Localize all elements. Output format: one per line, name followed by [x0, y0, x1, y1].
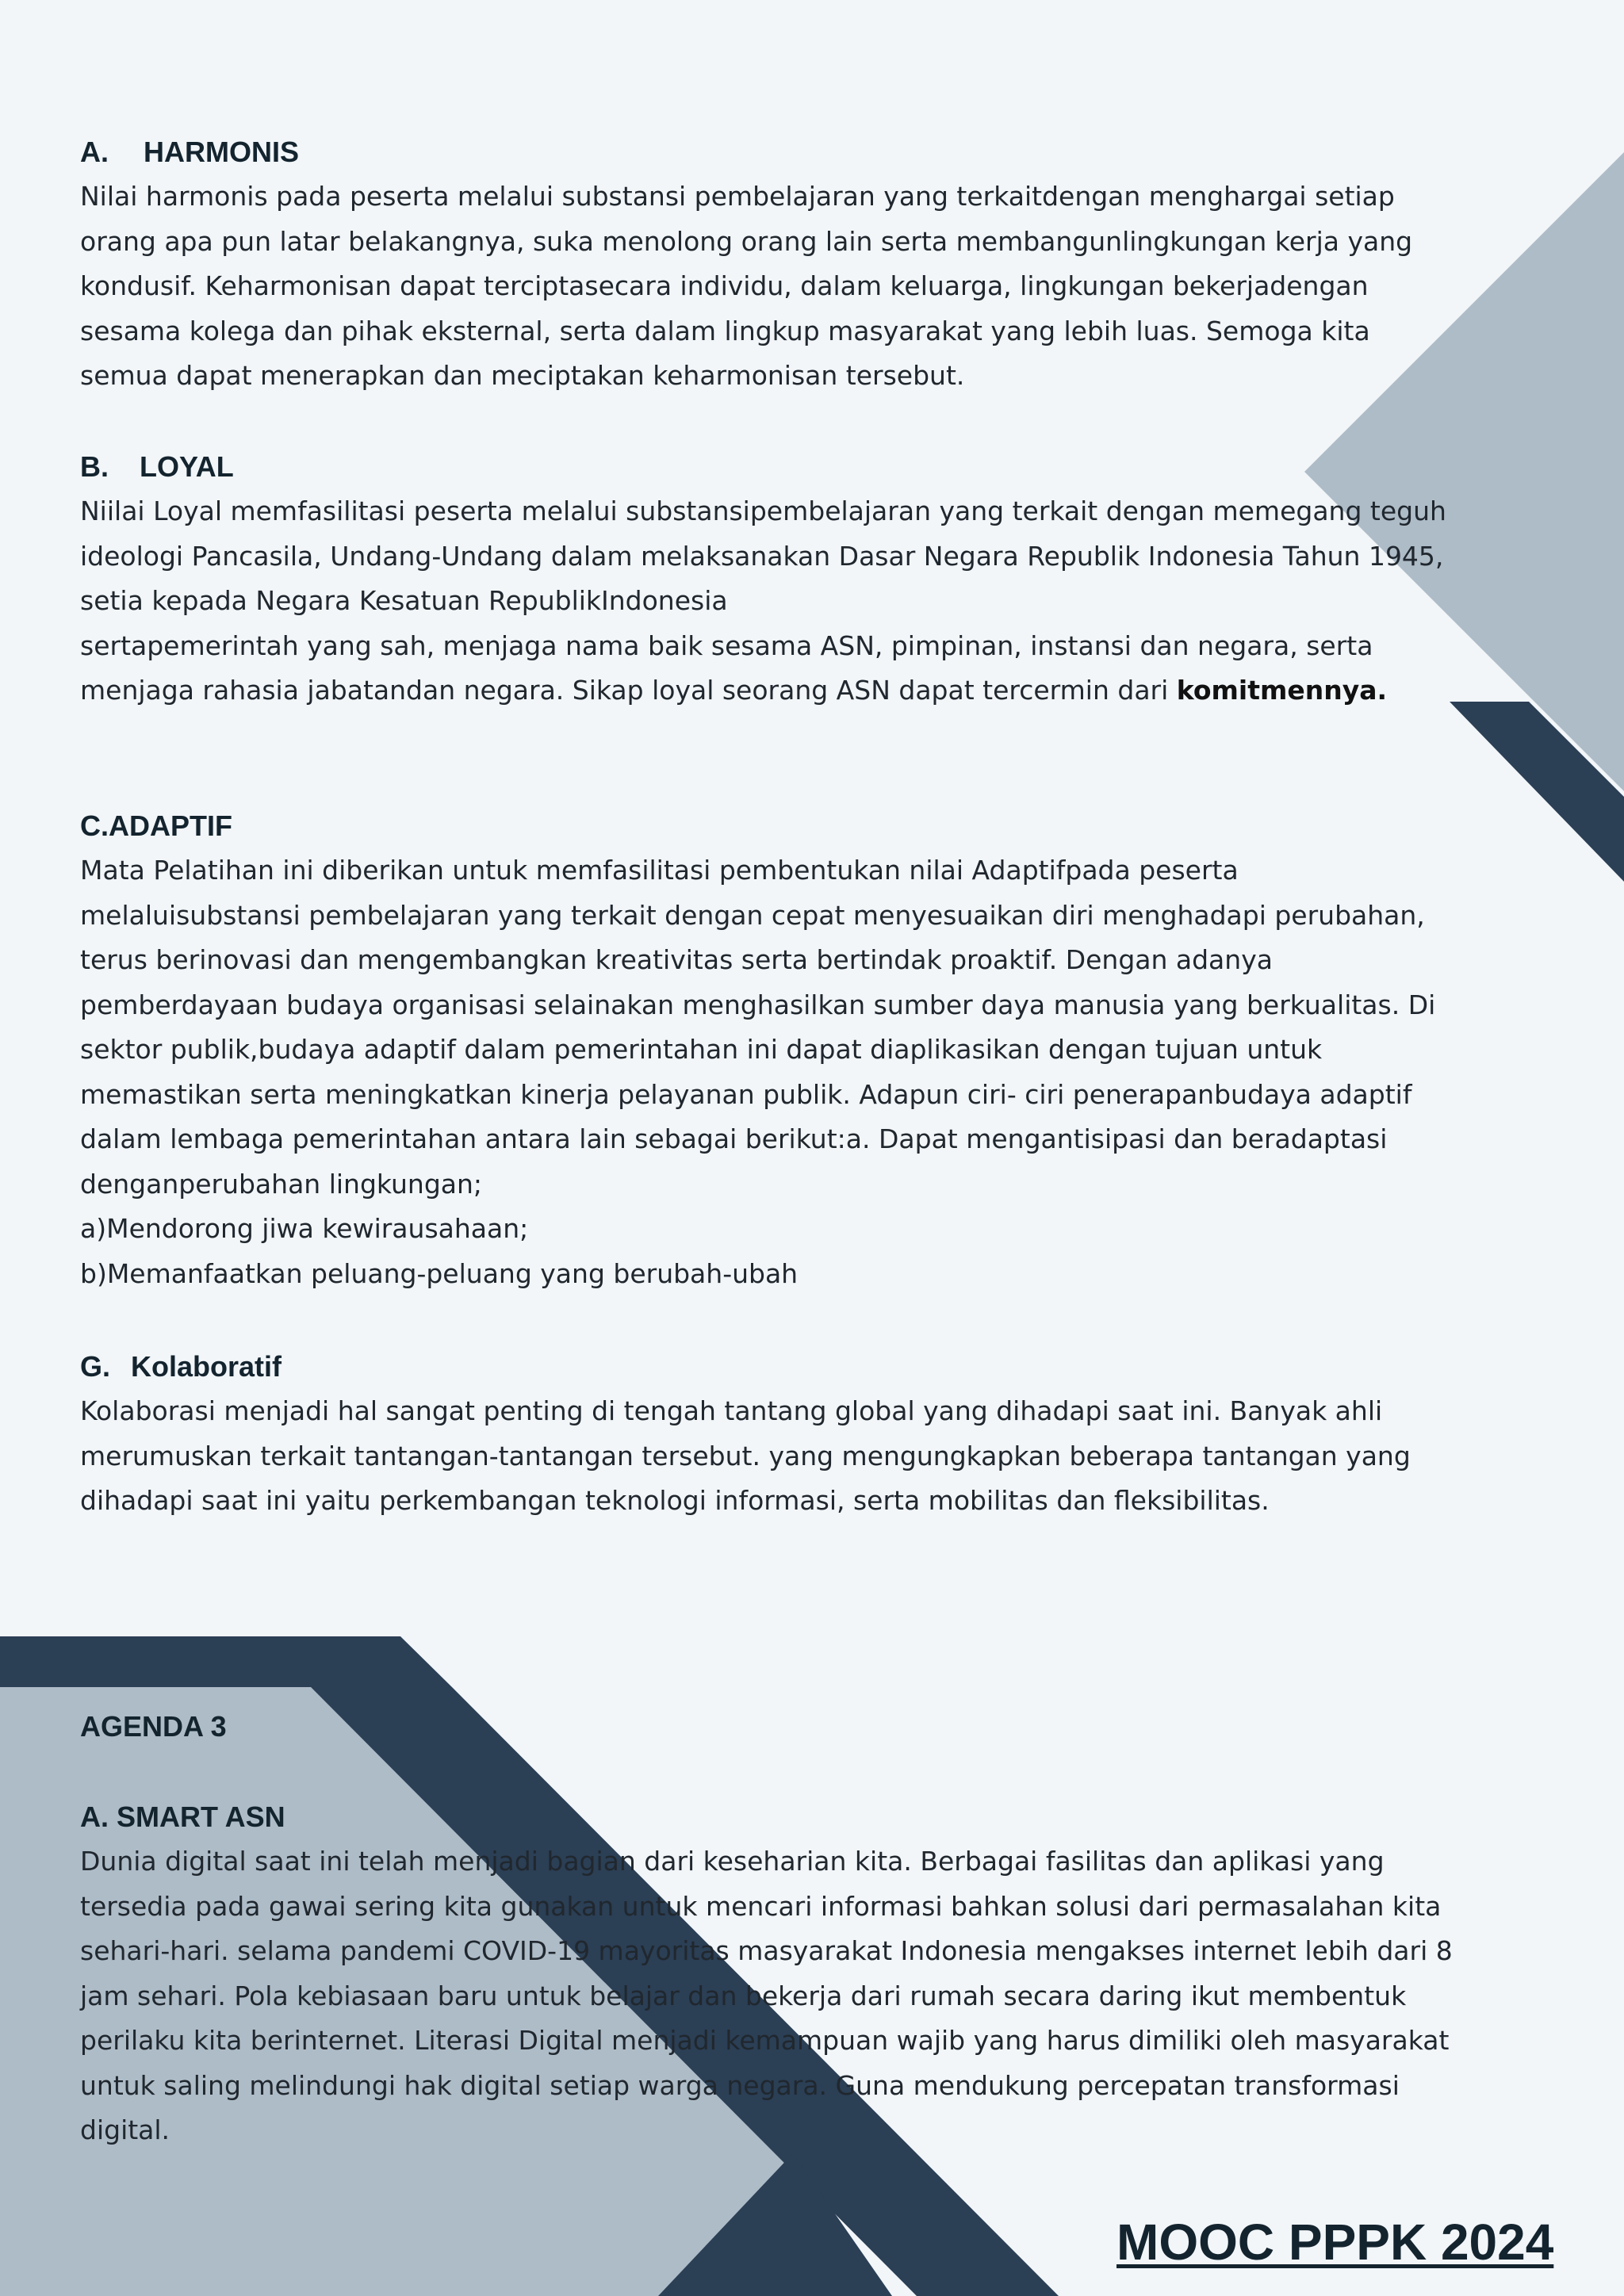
body-line: sertapemerintah yang sah, menjaga nama baik sesama ASN, pimpinan, instansi dan negara, serta: [80, 629, 1373, 661]
section-harmonis: [80, 133, 1571, 399]
section-smart-asn: [80, 1798, 1571, 2153]
body-line: a)Mendorong jiwa kewirausahaan;: [80, 1213, 529, 1244]
body-line: setia kepada Negara Kesatuan RepublikIndonesia: [80, 585, 728, 616]
section-label: G.: [80, 1350, 111, 1383]
body-line: sesama kolega dan pihak eksternal, serta dalam lingkup masyarakat yang lebih luas. Semoga kita: [80, 315, 1370, 346]
section-body: [80, 1389, 1571, 1524]
body-line: ideologi Pancasila, Undang-Undang dalam melaksanakan Dasar Negara Republik Indonesia Tahun 1945,: [80, 540, 1444, 572]
body-line: untuk saling melindungi hak digital setiap warga negara. Guna mendukung percepatan transformasi: [80, 2069, 1400, 2101]
body-line: tersedia pada gawai sering kita gunakan untuk mencari informasi bahkan solusi dari permasalahan kita: [80, 1890, 1442, 1922]
body-line: jam sehari. Pola kebiasaan baru untuk belajar dan bekerja dari rumah secara daring ikut membentuk: [80, 1980, 1407, 2011]
footer-title: MOOC PPPK 2024: [1116, 2214, 1554, 2271]
body-line: Mata Pelatihan ini diberikan untuk memfasilitasi pembentukan nilai Adaptifpada peserta: [80, 855, 1239, 886]
body-line: pemberdayaan budaya organisasi selainakan menghasilkan sumber daya manusia yang berkualitas. Di: [80, 989, 1436, 1020]
section-kolaboratif: [80, 1348, 1571, 1524]
section-title: Kolaboratif: [131, 1350, 282, 1383]
agenda-heading: AGENDA 3: [80, 1710, 227, 1743]
section-heading: [80, 1798, 1571, 1836]
section-title: C.ADAPTIF: [80, 809, 232, 842]
body-line: perilaku kita berinternet. Literasi Digital menjadi kemampuan wajib yang harus dimiliki oleh masyarakat: [80, 2025, 1450, 2056]
section-body: [80, 174, 1571, 399]
body-line: Dunia digital saat ini telah menjadi bagian dari keseharian kita. Berbagai fasilitas dan aplikasi yang: [80, 1846, 1385, 1877]
body-text: menjaga rahasia jabatandan negara. Sikap loyal seorang ASN dapat tercermin dari: [80, 675, 1177, 706]
body-line: melaluisubstansi pembelajaran yang terkait dengan cepat menyesuaikan diri menghadapi perubahan,: [80, 899, 1425, 931]
section-body: [80, 848, 1571, 1296]
body-line: b)Memanfaatkan peluang-peluang yang berubah-ubah: [80, 1257, 799, 1289]
section-body: [80, 1839, 1571, 2153]
body-line: kondusif. Keharmonisan dapat terciptasecara individu, dalam keluarga, lingkungan bekerjadengan: [80, 270, 1369, 301]
section-label: B.: [80, 450, 109, 483]
section-heading: [80, 1348, 1571, 1386]
body-line: denganperubahan lingkungan;: [80, 1168, 483, 1200]
body-line: dihadapi saat ini yaitu perkembangan teknologi informasi, serta mobilitas dan fleksibilitas.: [80, 1485, 1270, 1516]
bold-emphasis: komitmennya.: [1176, 675, 1388, 706]
section-adaptif: [80, 807, 1571, 1296]
body-line: sehari-hari. selama pandemi COVID-19 mayoritas masyarakat Indonesia mengakses internet lebih dari 8: [80, 1935, 1453, 1966]
body-line: terus berinovasi dan mengembangkan kreativitas serta bertindak proaktif. Dengan adanya: [80, 944, 1273, 975]
section-body: [80, 489, 1571, 714]
body-line: Nilai harmonis pada peserta melalui substansi pembelajaran yang terkaitdengan menghargai setiap: [80, 181, 1395, 212]
section-title: A. SMART ASN: [80, 1800, 285, 1833]
section-heading: [80, 133, 1571, 171]
body-line: digital.: [80, 2114, 170, 2145]
section-agenda: [80, 1708, 1571, 1746]
body-line: memastikan serta meningkatkan kinerja pelayanan publik. Adapun ciri- ciri penerapanbudaya adaptif: [80, 1078, 1412, 1110]
body-line: Kolaborasi menjadi hal sangat penting di tengah tantang global yang dihadapi saat ini. Banyak ahli: [80, 1395, 1383, 1426]
body-line: [80, 668, 1571, 714]
body-line: semua dapat menerapkan dan meciptakan keharmonisan tersebut.: [80, 360, 965, 391]
section-title: LOYAL: [140, 450, 234, 483]
body-line: sektor publik,budaya adaptif dalam pemerintahan ini dapat diaplikasikan dengan tujuan untuk: [80, 1034, 1323, 1065]
section-title: HARMONIS: [144, 136, 299, 168]
body-line: dalam lembaga pemerintahan antara lain sebagai berikut:a. Dapat mengantisipasi dan beradaptasi: [80, 1123, 1388, 1154]
section-heading: [80, 807, 1571, 845]
body-line: orang apa pun latar belakangnya, suka menolong orang lain serta membangunlingkungan kerja yang: [80, 225, 1413, 257]
section-loyal: [80, 448, 1571, 714]
section-label: A.: [80, 136, 109, 168]
body-line: Niilai Loyal memfasilitasi peserta melalui substansipembelajaran yang terkait dengan memegang teguh: [80, 496, 1446, 526]
section-heading: [80, 448, 1571, 486]
body-line: merumuskan terkait tantangan-tantangan tersebut. yang mengungkapkan beberapa tantangan yang: [80, 1440, 1411, 1471]
